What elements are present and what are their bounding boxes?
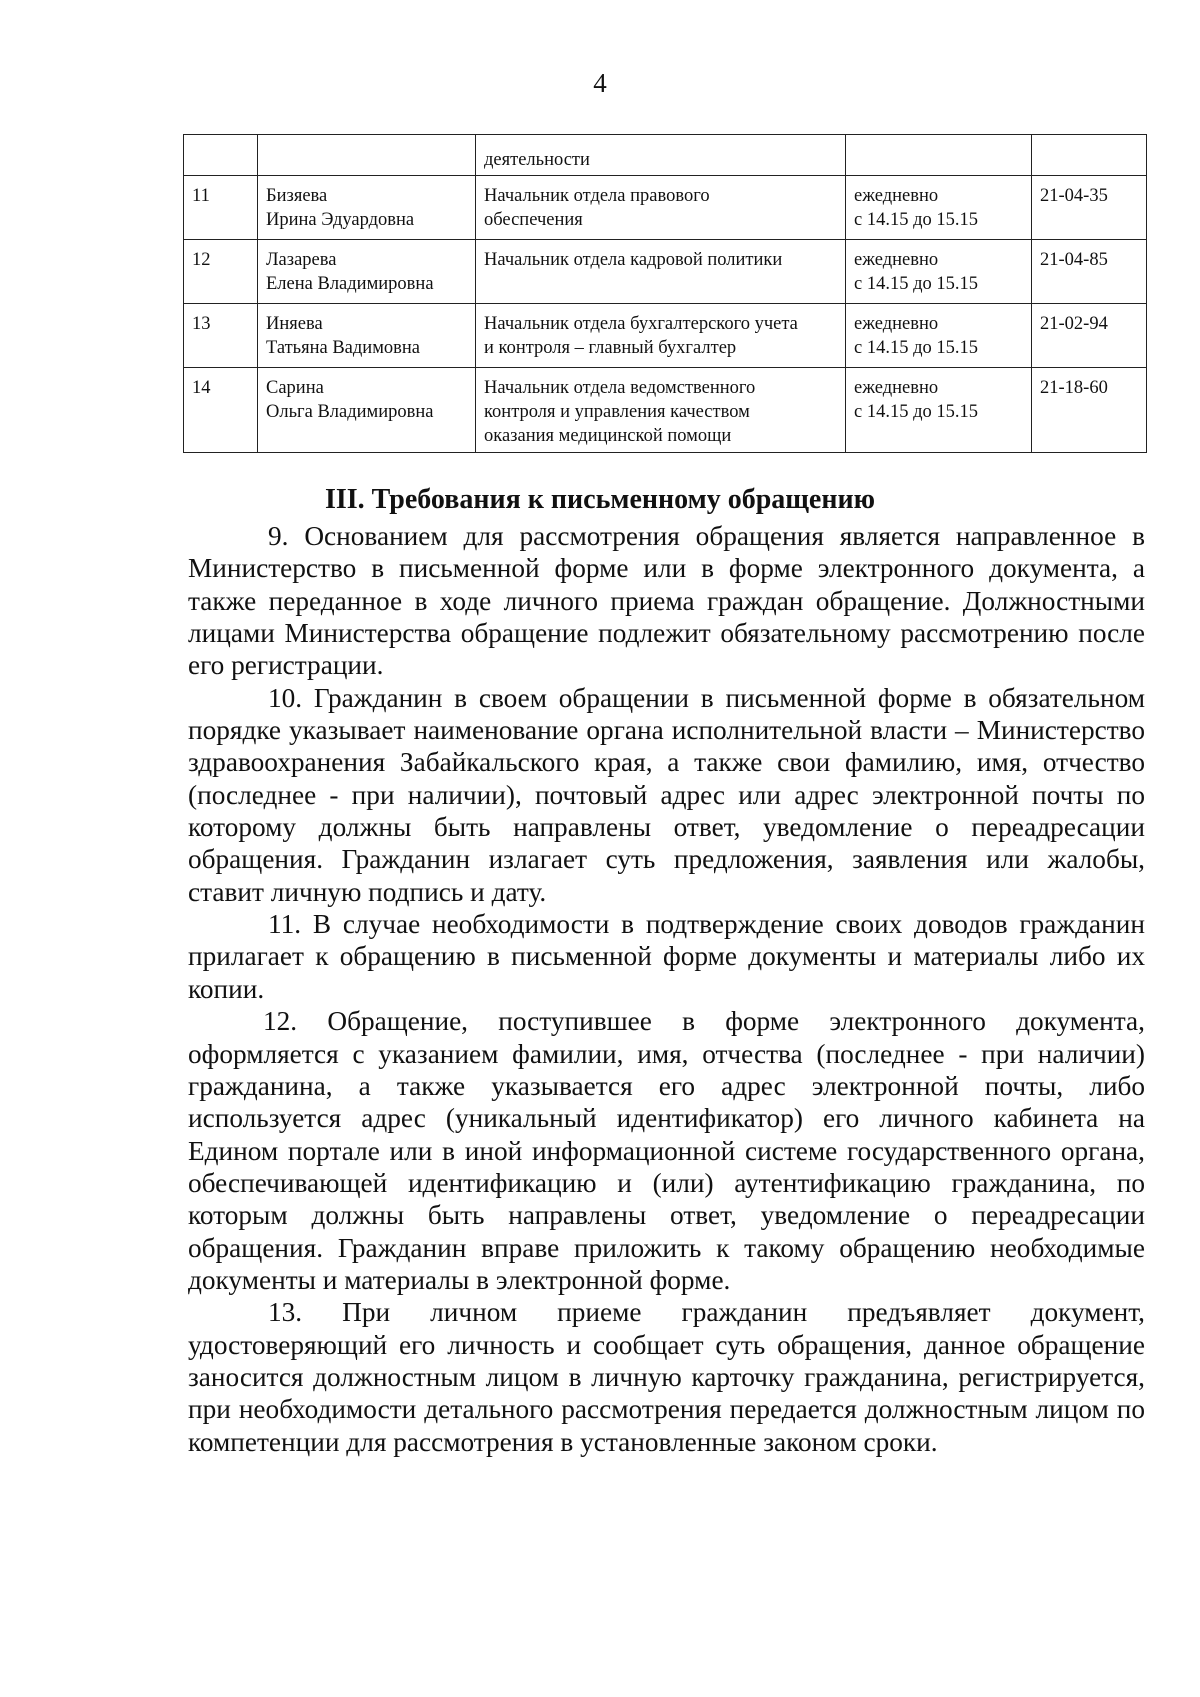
- schedule-line: с 14.15 до 15.15: [854, 338, 978, 358]
- table-row: [184, 176, 1147, 240]
- cell-schedule: [846, 135, 1032, 176]
- name-line: Ольга Владимировна: [266, 402, 434, 422]
- schedule-line: ежедневно: [854, 314, 939, 334]
- cell-number: 12: [184, 240, 258, 304]
- cell-schedule: [846, 176, 1032, 240]
- cell-phone: [1032, 135, 1147, 176]
- cell-name: [258, 240, 476, 304]
- table-body: [184, 135, 1147, 453]
- name-line: Иняева: [266, 314, 323, 334]
- cell-phone: 21-04-35: [1032, 176, 1147, 240]
- paragraph-10: 10. Гражданин в своем обращении в письменной форме в обязательном порядке указывает наименование органа исполнительной власти – Министерство здравоохранения Забайкальского края, а также свои фамилию, имя, отчество (последнее - при наличии), почтовый адрес или адрес электронной почты по которому должны быть направлены ответ, уведомление о переадресации обращения. Гражданин излагает суть предложения, заявления или жалобы, ставит личную подпись и дату.: [188, 682, 1145, 907]
- schedule-line: с 14.15 до 15.15: [854, 274, 978, 294]
- position-line: Начальник отдела ведомственного: [484, 378, 756, 398]
- position-line: обеспечения: [484, 210, 583, 230]
- name-line: Татьяна Вадимовна: [266, 338, 421, 358]
- table-row: [184, 240, 1147, 304]
- page-number: 4: [593, 68, 607, 98]
- cell-schedule: [846, 368, 1032, 453]
- cell-phone: 21-02-94: [1032, 304, 1147, 368]
- cell-number: 13: [184, 304, 258, 368]
- position-line: и контроля – главный бухгалтер: [484, 338, 737, 358]
- cell-number: 11: [184, 176, 258, 240]
- cell-schedule: [846, 240, 1032, 304]
- name-line: Бизяева: [266, 186, 328, 206]
- cell-name: [258, 135, 476, 176]
- cell-phone: 21-18-60: [1032, 368, 1147, 453]
- schedule-line: с 14.15 до 15.15: [854, 210, 978, 230]
- schedule-line: ежедневно: [854, 250, 939, 270]
- cell-schedule: [846, 304, 1032, 368]
- position-line: Начальник отдела бухгалтерского учета: [484, 314, 798, 334]
- table-row: [184, 304, 1147, 368]
- section-heading: III. Требования к письменному обращению: [324, 484, 875, 515]
- schedule-line: ежедневно: [854, 378, 939, 398]
- position-line: деятельности: [484, 150, 590, 170]
- staff-reception-table: [183, 134, 1147, 453]
- cell-position: [476, 368, 846, 453]
- position-line: Начальник отдела правового: [484, 186, 710, 206]
- paragraph-11: 11. В случае необходимости в подтверждение своих доводов гражданин прилагает к обращению в письменной форме документы и материалы либо их копии.: [188, 909, 1145, 1004]
- position-line: контроля и управления качеством: [484, 402, 750, 422]
- cell-name: [258, 368, 476, 453]
- cell-number: 14: [184, 368, 258, 453]
- body-text: [188, 520, 1145, 1458]
- cell-number: [184, 135, 258, 176]
- paragraph-9: 9. Основанием для рассмотрения обращения является направленное в Министерство в письменной форме или в форме электронного документа, а также переданное в ходе личного приема граждан обращение. Должностными лицами Министерства обращение подлежит обязательному рассмотрению после его регистрации.: [188, 521, 1145, 681]
- schedule-line: с 14.15 до 15.15: [854, 402, 978, 422]
- paragraph-12: 12. Обращение, поступившее в форме электронного документа, оформляется с указанием фамилии, имя, отчества (последнее - при наличии) гражданина, а также указывается его адрес электронной почты, либо используется адрес (уникальный идентификатор) его личного кабинета на Едином портале или в иной информационной системе государственного органа, обеспечивающей идентификацию и (или) аутентификацию гражданина, по которым должны быть направлены ответ, уведомление о переадресации обращения. Гражданин вправе приложить к такому обращению необходимые документы и материалы в электронной форме.: [188, 1006, 1145, 1295]
- cell-phone: 21-04-85: [1032, 240, 1147, 304]
- cell-name: [258, 304, 476, 368]
- table-row-continuation: [184, 135, 1147, 176]
- name-line: Сарина: [266, 378, 324, 398]
- cell-name: [258, 176, 476, 240]
- schedule-line: ежедневно: [854, 186, 939, 206]
- cell-position: [476, 176, 846, 240]
- position-line: Начальник отдела кадровой политики: [484, 250, 783, 270]
- name-line: Елена Владимировна: [266, 274, 434, 294]
- name-line: Лазарева: [266, 250, 337, 270]
- table-row: [184, 368, 1147, 453]
- cell-position: [476, 135, 846, 176]
- cell-position: [476, 304, 846, 368]
- name-line: Ирина Эдуардовна: [266, 210, 415, 230]
- paragraph-13: 13. При личном приеме гражданин предъявляет документ, удостоверяющий его личность и сообщает суть обращения, данное обращение заносится должностным лицом в личную карточку гражданина, регистрируется, при необходимости детального рассмотрения передается должностным лицом по компетенции для рассмотрения в установленные законом сроки.: [188, 1297, 1145, 1457]
- cell-position: [476, 240, 846, 304]
- position-line: оказания медицинской помощи: [484, 426, 732, 446]
